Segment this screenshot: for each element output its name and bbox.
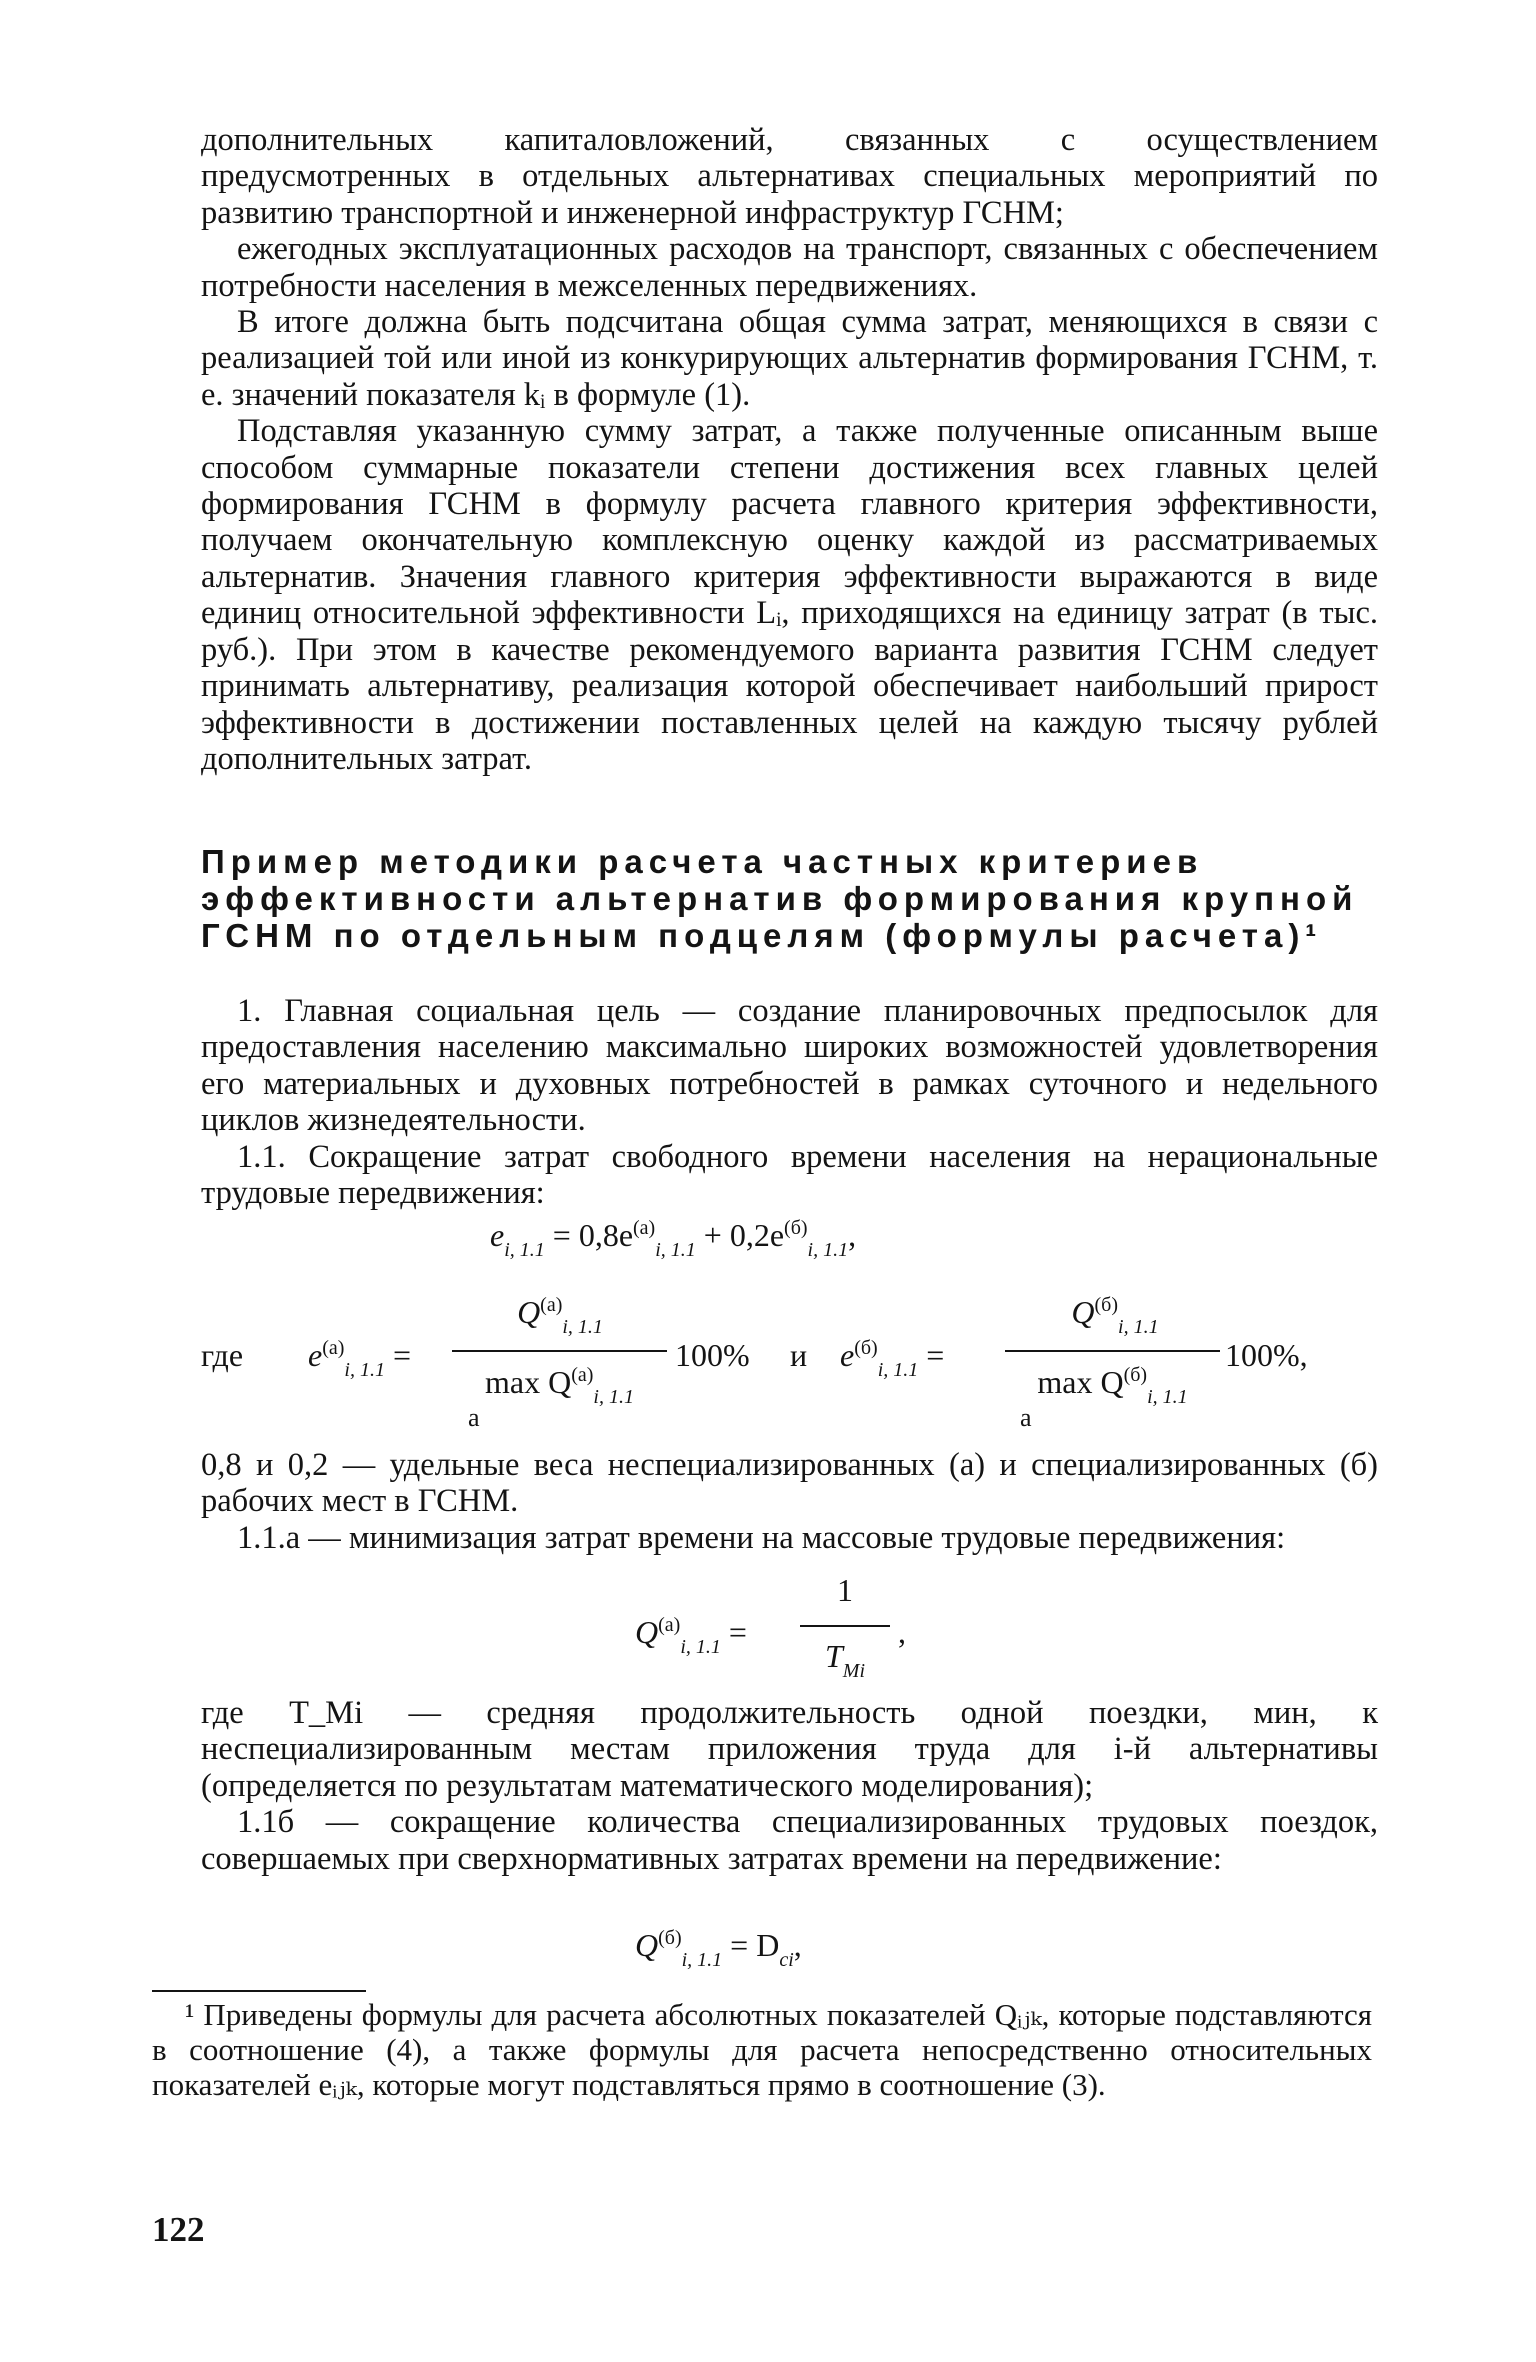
formula3-end: ,	[898, 1614, 906, 1650]
paragraph-capital-investments: дополнительных капиталовложений, связанных с осуществлением предусмотренных в отдельных альтернативах специальных мероприятий по развитию транспортной и инженерной инфраструктур ГСНМ;	[201, 122, 1378, 231]
formula-symbol: Q	[517, 1294, 541, 1330]
formula-superscript: (a)	[571, 1364, 594, 1386]
body-text-section1	[201, 993, 1378, 1211]
formula-subscript: ci	[779, 1949, 794, 1971]
formula-symbol: Q	[1071, 1294, 1095, 1330]
paragraph-operating-costs: ежегодных эксплуатационных расходов на транспорт, связанных с обеспечением потребности населения в межселенных передвижениях.	[201, 231, 1378, 304]
formula-symbol: e	[840, 1337, 855, 1373]
page-number: 122	[152, 2210, 205, 2249]
formula-percent-right: 100%,	[1225, 1337, 1308, 1373]
heading-line-1: Пример методики расчета частных критериев	[201, 843, 1204, 880]
formula-symbol: Q	[635, 1614, 659, 1650]
paragraph-tmi-definition: где T_Mi — средняя продолжительность одной поездки, мин, к неспециализированным местам приложения труда для i-й альтернативы (определяется по результатам математического моделирования);	[201, 1695, 1378, 1804]
formula-percent-left: 100%	[675, 1337, 750, 1373]
formula3-lhs	[635, 1612, 747, 1657]
heading-line-3: ГСНМ по отдельным подцелям (формулы расчета)¹	[201, 917, 1323, 954]
paragraph-main-social-goal: 1. Главная социальная цель — создание планировочных предпосылок для предоставления населению максимально широких возможностей удовлетворения его материальных и духовных потребностей в рамках суточного и недельного циклов жизнедеятельности.	[201, 993, 1378, 1139]
formula-subscript: i, 1.1	[344, 1359, 385, 1381]
heading-line-2: эффективности альтернатив формирования крупной	[201, 880, 1359, 917]
footnote	[152, 1997, 1372, 2102]
formula-symbol: Q	[635, 1927, 659, 1963]
formula-term: =	[926, 1337, 945, 1373]
formula-term: =	[392, 1337, 412, 1373]
formula-symbol: T	[824, 1638, 843, 1674]
formula-right-numerator	[1015, 1292, 1215, 1337]
formula-e-i-1-1	[490, 1215, 856, 1260]
formula-right-under: a	[1020, 1403, 1032, 1432]
formula-subscript: i, 1.1	[504, 1239, 545, 1261]
formula-subscript: i, 1.1	[593, 1386, 634, 1408]
formula-right-denominator	[1005, 1362, 1220, 1407]
formula-superscript: (б)	[658, 1927, 682, 1949]
formula-left-numerator	[460, 1292, 660, 1337]
formula-superscript: (б)	[1123, 1364, 1148, 1386]
formula-where-label: где	[201, 1337, 244, 1373]
body-text-top	[201, 122, 1378, 777]
formula-punct: ,	[793, 1927, 802, 1963]
formula-subscript: i, 1.1	[680, 1636, 721, 1658]
formula-left-under: a	[468, 1403, 480, 1432]
formula-subscript: i, 1.1	[1118, 1316, 1159, 1338]
formula-subscript: Mi	[842, 1660, 865, 1682]
formula-superscript: (б)	[854, 1337, 878, 1359]
formula-punct: ,	[848, 1217, 857, 1253]
formula-superscript: (a)	[633, 1217, 656, 1239]
formula-left-lhs	[308, 1335, 411, 1380]
formula-superscript: (a)	[540, 1294, 563, 1316]
formula-left-denominator	[452, 1362, 667, 1407]
formula-term: = 0,8e	[552, 1217, 634, 1253]
formula-term: =	[728, 1614, 747, 1650]
formula-superscript: (б)	[784, 1217, 808, 1239]
formula-symbol: e	[308, 1337, 323, 1373]
formula-term: + 0,2e	[703, 1217, 785, 1253]
formula-subscript: i, 1.1	[562, 1316, 603, 1338]
formula-superscript: (б)	[1094, 1294, 1119, 1316]
formula-right-lhs	[840, 1335, 944, 1380]
fraction-bar-right	[1005, 1350, 1220, 1352]
formula-subscript: i, 1.1	[877, 1359, 919, 1381]
formula-subscript: i, 1.1	[655, 1239, 696, 1261]
formula-subscript: i, 1.1	[681, 1949, 723, 1971]
footnote-rule	[152, 1990, 366, 1992]
formula-superscript: (a)	[322, 1337, 345, 1359]
formula3-numerator: 1	[837, 1572, 853, 1608]
paragraph-main-criterion: Подставляя указанную сумму затрат, а также полученные описанным выше способом суммарные показатели степени достижения всех главных целей формирования ГСНМ в формулу расчета главного критерия эффективности, получаем окончательную комплексную оценку каждой из рассматриваемых альтернатив. Значения главного критерия эффективности выражаются в виде единиц относительной эффективности Lᵢ, приходящихся на единицу затрат (в тыс. руб.). При этом в качестве рекомендуемого варианта развития ГСНМ следует принимать альтернативу, реализация которой обеспечивает наибольший прирост эффективности в достижении поставленных целей на каждую тысячу рублей дополнительных затрат.	[201, 413, 1378, 777]
formula-term: max Q	[485, 1364, 572, 1400]
body-text-tmi	[201, 1695, 1378, 1877]
formula-term: = D	[730, 1927, 780, 1963]
paragraph-weights: 0,8 и 0,2 — удельные веса неспециализированных (а) и специализированных (б) рабочих мест в ГСНМ.	[201, 1447, 1378, 1520]
body-text-weights	[201, 1447, 1378, 1556]
fraction-bar-formula3	[800, 1625, 890, 1627]
formula-subscript: i, 1.1	[1147, 1386, 1188, 1408]
formula-term: max Q	[1037, 1364, 1124, 1400]
formula-symbol: e	[490, 1217, 505, 1253]
paragraph-total-costs: В итоге должна быть подсчитана общая сумма затрат, меняющихся в связи с реализацией той или иной из конкурирующих альтернатив формирования ГСНМ, т. е. значений показателя kᵢ в формуле (1).	[201, 304, 1378, 413]
paragraph-1-1: 1.1. Сокращение затрат свободного времени населения на нерациональные трудовые передвижения:	[201, 1138, 1378, 1212]
formula-subscript: i, 1.1	[807, 1239, 849, 1261]
formula-q-b	[635, 1925, 802, 1970]
fraction-bar-left	[452, 1350, 667, 1352]
section-heading	[201, 843, 1378, 954]
formula-and: и	[790, 1337, 808, 1373]
paragraph-1-1-b: 1.1б — сокращение количества специализированных трудовых поездок, совершаемых при сверхнормативных затратах времени на передвижение:	[201, 1804, 1378, 1877]
footnote-text: ¹ Приведены формулы для расчета абсолютных показателей Qᵢⱼₖ, которые подставляются в соотношение (4), а также формулы для расчета непосредственно относительных показателей eᵢⱼₖ, которые могут подставляться прямо в соотношение (3).	[152, 1997, 1372, 2102]
formula-superscript: (a)	[658, 1614, 681, 1636]
paragraph-1-1-a: 1.1.а — минимизация затрат времени на массовые трудовые передвижения:	[237, 1519, 1286, 1556]
formula3-denominator	[800, 1636, 890, 1681]
